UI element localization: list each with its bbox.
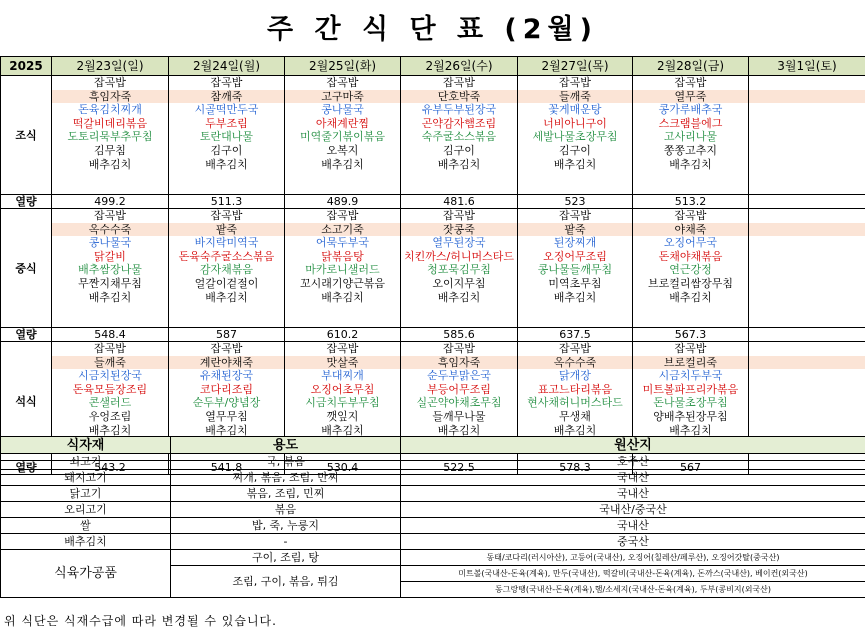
menu-item bbox=[749, 76, 865, 90]
calories-value bbox=[749, 195, 865, 209]
menu-item: 세발나물초장무침 bbox=[532, 130, 618, 144]
ingredient-row bbox=[1, 454, 865, 470]
menu-item: 미역줄기볶이볶음 bbox=[299, 130, 385, 144]
menu-item: 돈나물초장무침 bbox=[653, 396, 728, 410]
ingredient-row bbox=[1, 486, 865, 502]
menu-item: 배추쌈장나물 bbox=[78, 263, 142, 277]
menu-item: 고사리나물 bbox=[663, 130, 718, 144]
processed-row bbox=[1, 550, 865, 566]
ingredient-origin: 중국산 bbox=[401, 534, 865, 550]
menu-item bbox=[749, 410, 865, 424]
menu-item bbox=[749, 383, 865, 397]
menu-item: 김구이 bbox=[559, 143, 591, 157]
menu-item: 아채계란찜 bbox=[315, 116, 370, 130]
menu-item: 야채죽 bbox=[633, 223, 748, 237]
menu-item: 배추김치 bbox=[437, 290, 481, 304]
menu-item: 배추김치 bbox=[205, 423, 248, 437]
menu-item: 잡곡밥 bbox=[94, 209, 126, 222]
menu-item bbox=[749, 103, 865, 117]
calories-value: 499.2 bbox=[52, 195, 169, 209]
ingredient-name: 닭고기 bbox=[1, 486, 171, 502]
calories-value: 587 bbox=[169, 328, 285, 342]
menu-item: 너비아니구이 bbox=[543, 116, 607, 130]
ingredient-use: - bbox=[171, 534, 401, 550]
menu-item: 배추김치 bbox=[321, 290, 364, 304]
dinner-label: 석식 bbox=[1, 342, 52, 461]
menu-item: 미역초무침 bbox=[548, 276, 602, 290]
menu-item: 떡갈비데리볶음 bbox=[72, 116, 148, 130]
ingredients-header: 용도 bbox=[171, 437, 401, 454]
processed-origin: 미트볼(국내산-돈육(계육), 만두(국내산), 떡갈비(국내산-돈육(계육), 돈까스(국내산), 베이컨(외국산) bbox=[401, 566, 865, 582]
menu-item: 오징어초무침 bbox=[310, 382, 375, 396]
menu-item: 무생채 bbox=[559, 409, 591, 423]
lunch-day-cell bbox=[633, 209, 749, 328]
menu-item: 숙주굴소스볶음 bbox=[421, 130, 497, 144]
menu-item: 얼갈이겉절이 bbox=[194, 276, 259, 290]
menu-item bbox=[749, 250, 865, 264]
ingredient-use: 볶음, 조림, 민찌 bbox=[171, 486, 401, 502]
menu-item: 어묵두부국 bbox=[315, 236, 370, 250]
menu-item: 오이지무침 bbox=[432, 276, 486, 290]
lunch-row bbox=[1, 209, 865, 328]
menu-item: 옥수수죽 bbox=[518, 356, 632, 370]
menu-item bbox=[749, 90, 865, 104]
processed-origin: 동태/코다리(러시아산), 고등어(국내산), 오징어(칠레산/페루산), 오징어갓탈(중국산) bbox=[401, 550, 865, 566]
menu-item: 유채된장국 bbox=[199, 369, 254, 383]
ingredient-name: 오리고기 bbox=[1, 502, 171, 518]
menu-item: 부대찌개 bbox=[321, 369, 364, 383]
menu-item: 표고느타리볶음 bbox=[537, 382, 613, 396]
ingredients-header-row bbox=[1, 437, 865, 454]
ingredient-name: 쌀 bbox=[1, 518, 171, 534]
calories-value: 543.2 bbox=[52, 461, 169, 475]
lunch-calories-row bbox=[1, 328, 865, 342]
menu-item: 꼬시래기양근볶음 bbox=[299, 276, 385, 290]
menu-item: 우엉조림 bbox=[88, 409, 132, 423]
day-header: 2월26일(수) bbox=[401, 57, 518, 76]
menu-item: 돈채야채볶음 bbox=[658, 249, 723, 263]
ingredient-origin: 호주산 bbox=[401, 454, 865, 470]
menu-item: 배추김치 bbox=[321, 423, 364, 437]
year-cell: 2025 bbox=[1, 57, 52, 76]
menu-item: 잡곡밥 bbox=[326, 209, 359, 222]
calories-value: 541.8 bbox=[169, 461, 285, 475]
calories-value: 567.3 bbox=[633, 328, 749, 342]
menu-item bbox=[749, 223, 865, 237]
day-header: 2월25일(화) bbox=[285, 57, 401, 76]
menu-item: 잡곡밥 bbox=[674, 209, 707, 222]
menu-item: 배추김치 bbox=[321, 157, 364, 171]
menu-item: 실곤약야채초무침 bbox=[416, 396, 502, 410]
calories-value: 511.3 bbox=[169, 195, 285, 209]
menu-item: 들깨무나물 bbox=[432, 409, 486, 423]
menu-item: 오징어무국 bbox=[663, 236, 718, 250]
menu-item bbox=[749, 396, 865, 410]
breakfast-day-cell bbox=[401, 76, 518, 195]
menu-item: 두부조림 bbox=[205, 116, 248, 130]
menu-item: 배추김치 bbox=[669, 157, 712, 171]
breakfast-label: 조식 bbox=[1, 76, 52, 195]
day-header: 2월28일(금) bbox=[633, 57, 749, 76]
menu-item bbox=[749, 158, 865, 172]
calories-value: 637.5 bbox=[518, 328, 633, 342]
menu-item: 돈육숙주굴소스볶음 bbox=[178, 249, 275, 263]
menu-item: 김구이 bbox=[210, 143, 243, 157]
menu-item: 배추김치 bbox=[88, 423, 132, 437]
menu-item: 김무침 bbox=[94, 143, 126, 157]
lunch-day-cell bbox=[749, 209, 865, 328]
menu-item: 잡곡밥 bbox=[559, 342, 591, 355]
menu-item: 브로컬리쌈장무침 bbox=[647, 276, 733, 290]
menu-item: 콩나물국 bbox=[88, 236, 132, 250]
calories-value bbox=[749, 328, 865, 342]
menu-item: 감자채볶음 bbox=[199, 263, 254, 277]
ingredient-use: 찌개, 볶음, 조림, 만찌 bbox=[171, 470, 401, 486]
menu-item: 배추김치 bbox=[437, 423, 481, 437]
ingredient-origin: 국내산 bbox=[401, 486, 865, 502]
menu-item: 콩나물들깨무침 bbox=[537, 263, 613, 277]
breakfast-row bbox=[1, 76, 865, 195]
menu-item: 잡곡밥 bbox=[94, 76, 126, 89]
menu-item: 콩나물국 bbox=[321, 103, 364, 117]
menu-item: 잡곡밥 bbox=[94, 342, 126, 355]
menu-item: 깻잎지 bbox=[326, 409, 359, 423]
menu-item bbox=[749, 117, 865, 131]
menu-item: 시금치두부무침 bbox=[305, 396, 380, 410]
menu-item: 잡곡밥 bbox=[443, 342, 475, 355]
menu-item: 스크램블에그 bbox=[658, 116, 723, 130]
breakfast-day-cell bbox=[518, 76, 633, 195]
menu-item: 단호박죽 bbox=[401, 90, 517, 104]
menu-item: 마카로니샐러드 bbox=[305, 263, 380, 277]
menu-item: 옥수수죽 bbox=[52, 223, 168, 237]
menu-item: 잡곡밥 bbox=[443, 76, 475, 89]
breakfast-day-cell bbox=[52, 76, 169, 195]
ingredient-name: 돼지고기 bbox=[1, 470, 171, 486]
day-header: 2월27일(목) bbox=[518, 57, 633, 76]
menu-item: 꽃게매운탕 bbox=[548, 103, 602, 117]
lunch-day-cell bbox=[401, 209, 518, 328]
processed-name: 식육가공품 bbox=[1, 550, 171, 598]
menu-item: 돈육모듬장조림 bbox=[72, 382, 148, 396]
ingredient-use: 국, 볶음 bbox=[171, 454, 401, 470]
menu-item: 배추김치 bbox=[669, 290, 712, 304]
menu-item: 부등어무조림 bbox=[427, 382, 491, 396]
breakfast-day-cell bbox=[285, 76, 401, 195]
menu-item: 오징어무조림 bbox=[543, 249, 607, 263]
menu-item bbox=[749, 130, 865, 144]
menu-item: 시골떡만두국 bbox=[194, 103, 259, 117]
menu-item: 잡곡밥 bbox=[559, 76, 591, 89]
calories-label: 열량 bbox=[1, 461, 52, 475]
menu-item: 청포묵김무침 bbox=[427, 263, 491, 277]
menu-item: 들깨죽 bbox=[52, 356, 168, 370]
menu-item: 무짠지채무침 bbox=[78, 276, 142, 290]
ingredient-origin: 국내산/중국산 bbox=[401, 502, 865, 518]
menu-item: 곤약감자햄조림 bbox=[421, 116, 497, 130]
menu-item bbox=[749, 236, 865, 250]
ingredient-name: 쇠고기 bbox=[1, 454, 171, 470]
menu-item: 고구마죽 bbox=[285, 90, 400, 104]
menu-item: 흑임자죽 bbox=[401, 356, 517, 370]
menu-item: 오복지 bbox=[326, 143, 359, 157]
menu-item: 쫑쫑고추지 bbox=[663, 143, 718, 157]
calories-label: 열량 bbox=[1, 328, 52, 342]
menu-item: 팥죽 bbox=[169, 223, 284, 237]
calories-value: 489.9 bbox=[285, 195, 401, 209]
day-header: 3월1일(토) bbox=[749, 57, 865, 76]
menu-item: 닭볶음탕 bbox=[321, 249, 364, 263]
calories-value: 523 bbox=[518, 195, 633, 209]
menu-item: 바지락미역국 bbox=[194, 236, 259, 250]
menu-item: 닭개장 bbox=[559, 369, 591, 383]
menu-item: 열무된장국 bbox=[432, 236, 486, 250]
menu-item bbox=[749, 263, 865, 277]
menu-item: 배추김치 bbox=[553, 157, 597, 171]
ingredient-origin: 국내산 bbox=[401, 470, 865, 486]
menu-item: 콘샐러드 bbox=[88, 396, 132, 410]
ingredient-row bbox=[1, 502, 865, 518]
menu-item: 잡곡밥 bbox=[559, 209, 591, 222]
menu-item: 순두부맑은국 bbox=[427, 369, 491, 383]
menu-item: 돈육김치찌개 bbox=[78, 103, 142, 117]
menu-item: 잡곡밥 bbox=[210, 342, 243, 355]
menu-item: 들깨죽 bbox=[518, 90, 632, 104]
calories-value: 481.6 bbox=[401, 195, 518, 209]
ingredient-origin: 국내산 bbox=[401, 518, 865, 534]
day-header: 2월23일(일) bbox=[52, 57, 169, 76]
day-header: 2월24일(월) bbox=[169, 57, 285, 76]
lunch-label: 중식 bbox=[1, 209, 52, 328]
calories-value: 548.4 bbox=[52, 328, 169, 342]
menu-item: 맛살죽 bbox=[285, 356, 400, 370]
ingredient-row bbox=[1, 470, 865, 486]
breakfast-day-cell bbox=[169, 76, 285, 195]
menu-item: 배추김치 bbox=[553, 423, 597, 437]
menu-item bbox=[749, 342, 865, 356]
menu-item: 배추김치 bbox=[205, 290, 248, 304]
calories-value: 610.2 bbox=[285, 328, 401, 342]
day-header-row bbox=[1, 57, 865, 76]
calories-label: 열량 bbox=[1, 195, 52, 209]
ingredients-header: 원산지 bbox=[401, 437, 865, 454]
menu-item: 소고기죽 bbox=[285, 223, 400, 237]
menu-item: 시금치두부국 bbox=[658, 369, 723, 383]
menu-item bbox=[749, 209, 865, 223]
ingredient-use: 밥, 죽, 누룽지 bbox=[171, 518, 401, 534]
menu-item: 양배추된장무침 bbox=[653, 409, 728, 423]
menu-item: 팥죽 bbox=[518, 223, 632, 237]
menu-item: 배추김치 bbox=[553, 290, 597, 304]
menu-item: 잡곡밥 bbox=[326, 342, 359, 355]
processed-origin: 동그랑땡(국내산-돈육(계육),햄/소세지(국내산-돈육(계육), 두부(콩비지(외국산) bbox=[401, 582, 865, 598]
menu-item: 코다리조림 bbox=[199, 382, 254, 396]
ingredients-table bbox=[0, 436, 865, 598]
menu-item: 잡곡밥 bbox=[443, 209, 475, 222]
calories-value: 530.4 bbox=[285, 461, 401, 475]
processed-use: 구이, 조림, 탕 bbox=[171, 550, 401, 566]
menu-item: 된장찌개 bbox=[553, 236, 597, 250]
menu-item: 잡곡밥 bbox=[674, 342, 707, 355]
menu-item: 배추김치 bbox=[88, 157, 132, 171]
lunch-day-cell bbox=[285, 209, 401, 328]
calories-value: 513.2 bbox=[633, 195, 749, 209]
menu-item: 계란야채죽 bbox=[169, 356, 284, 370]
menu-item: 시금치된장국 bbox=[78, 369, 142, 383]
lunch-day-cell bbox=[169, 209, 285, 328]
menu-table bbox=[0, 56, 865, 475]
menu-item bbox=[749, 277, 865, 291]
menu-item: 잡곡밥 bbox=[210, 209, 243, 222]
menu-item: 미트볼파프리카볶음 bbox=[642, 382, 739, 396]
menu-item: 유부두부된장국 bbox=[421, 103, 497, 117]
menu-item bbox=[749, 369, 865, 383]
menu-item: 순두부/양념장 bbox=[192, 396, 261, 410]
menu-item: 열무죽 bbox=[633, 90, 748, 104]
ingredient-row bbox=[1, 534, 865, 550]
menu-item bbox=[749, 291, 865, 305]
footer-note: 위 식단은 식재수급에 따라 변경될 수 있습니다. bbox=[4, 614, 277, 628]
menu-item: 김구이 bbox=[443, 143, 475, 157]
menu-item: 배추김치 bbox=[437, 157, 481, 171]
calories-value: 522.5 bbox=[401, 461, 518, 475]
calories-value: 578.3 bbox=[518, 461, 633, 475]
menu-item: 토란대나물 bbox=[199, 130, 254, 144]
menu-item bbox=[749, 356, 865, 370]
page-title: 주 간 식 단 표 (2월) bbox=[267, 13, 598, 45]
breakfast-calories-row bbox=[1, 195, 865, 209]
processed-use: 조림, 구이, 볶음, 튀김 bbox=[171, 566, 401, 598]
menu-item: 배추김치 bbox=[205, 157, 248, 171]
calories-value: 567 bbox=[633, 461, 749, 475]
ingredient-name: 배추김치 bbox=[1, 534, 171, 550]
lunch-day-cell bbox=[518, 209, 633, 328]
breakfast-day-cell bbox=[633, 76, 749, 195]
menu-item: 도토리묵부추무침 bbox=[67, 130, 153, 144]
menu-item: 잡곡밥 bbox=[326, 76, 359, 89]
menu-item: 치킨까스/허니머스타드 bbox=[404, 249, 514, 263]
menu-item: 브로컬리죽 bbox=[633, 356, 748, 370]
calories-value: 585.6 bbox=[401, 328, 518, 342]
menu-item: 잡곡밥 bbox=[210, 76, 243, 89]
menu-item: 흑임자죽 bbox=[52, 90, 168, 104]
menu-item: 참깨죽 bbox=[169, 90, 284, 104]
ingredient-use: 볶음 bbox=[171, 502, 401, 518]
breakfast-day-cell bbox=[749, 76, 865, 195]
ingredient-row bbox=[1, 518, 865, 534]
menu-item: 연근강정 bbox=[669, 263, 712, 277]
lunch-day-cell bbox=[52, 209, 169, 328]
menu-item: 현사채허니머스타드 bbox=[527, 396, 623, 410]
menu-item: 잣콩죽 bbox=[401, 223, 517, 237]
menu-item: 배추김치 bbox=[88, 290, 132, 304]
ingredients-header: 식자재 bbox=[1, 437, 171, 454]
menu-item: 콩가루배추국 bbox=[658, 103, 723, 117]
menu-item: 배추김치 bbox=[669, 423, 712, 437]
menu-item: 잡곡밥 bbox=[674, 76, 707, 89]
menu-item: 닭갈비 bbox=[94, 249, 126, 263]
menu-item: 열무무침 bbox=[205, 409, 248, 423]
menu-item bbox=[749, 144, 865, 158]
